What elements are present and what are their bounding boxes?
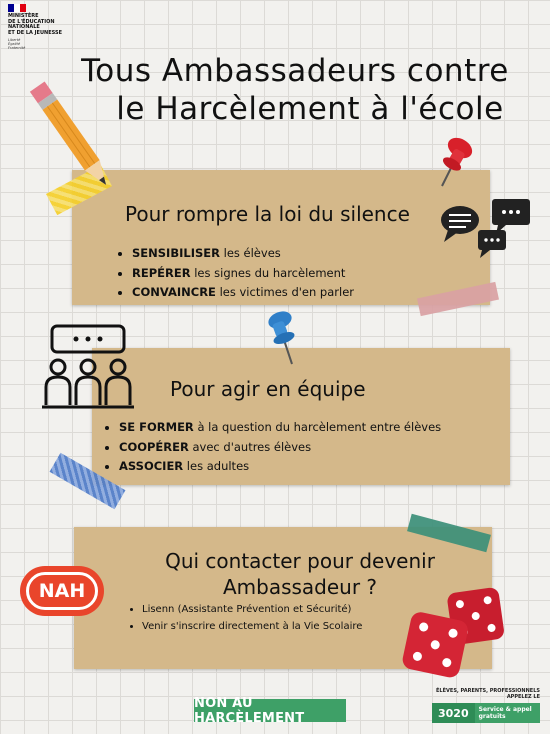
title-line-2: le Harcèlement à l'école [116, 91, 504, 127]
hotline-block [432, 688, 540, 723]
ministry-motto: Liberté Égalité Fraternité [8, 38, 26, 50]
list-item: • REPÉRER les signes du harcèlement [132, 264, 354, 284]
list-item: • Lisenn (Assistante Prévention et Sécurité) [142, 601, 362, 618]
blue-pushpin-icon [262, 306, 308, 368]
campaign-badge: NON AU HARCÈLEMENT [194, 699, 346, 722]
hotline-number: 3020 [432, 703, 475, 723]
list-item: • SE FORMER à la question du harcèlement entre élèves [119, 418, 441, 438]
section-2-list [105, 418, 441, 477]
ministry-name: MINISTÈRE DE L'ÉDUCATION NATIONALE ET DE LA JEUNESSE [8, 13, 62, 36]
hotline-caption: ÉLÈVES, PARENTS, PROFESSIONNELS APPELEZ LE [436, 688, 540, 700]
section-3-title: Qui contacter pour devenir Ambassadeur ? [165, 549, 435, 599]
nah-badge-label: NAH [26, 572, 98, 610]
list-item: • COOPÉRER avec d'autres élèves [119, 438, 441, 458]
poster-title [60, 52, 530, 128]
nah-badge [20, 566, 104, 616]
red-pushpin-icon [430, 128, 476, 190]
list-item: • CONVAINCRE les victimes d'en parler [132, 283, 354, 303]
pencil-icon [22, 68, 122, 208]
section-2-title: Pour agir en équipe [170, 377, 366, 401]
title-line-1: Tous Ambassadeurs contre [81, 53, 509, 89]
chat-bubbles-icon [438, 196, 534, 262]
ministry-logo [8, 4, 74, 50]
hotline-box [432, 703, 540, 723]
section-1-title: Pour rompre la loi du silence [125, 202, 410, 226]
section-1-list [118, 244, 354, 303]
list-item: • Venir s'inscrire directement à la Vie Scolaire [142, 618, 362, 635]
list-item: • ASSOCIER les adultes [119, 457, 441, 477]
list-item: • SENSIBILISER les élèves [132, 244, 354, 264]
team-meeting-icon [40, 323, 136, 409]
section-3-list [128, 601, 362, 635]
hotline-service: Service & appel gratuits [478, 706, 532, 720]
french-flag-icon [8, 4, 26, 12]
